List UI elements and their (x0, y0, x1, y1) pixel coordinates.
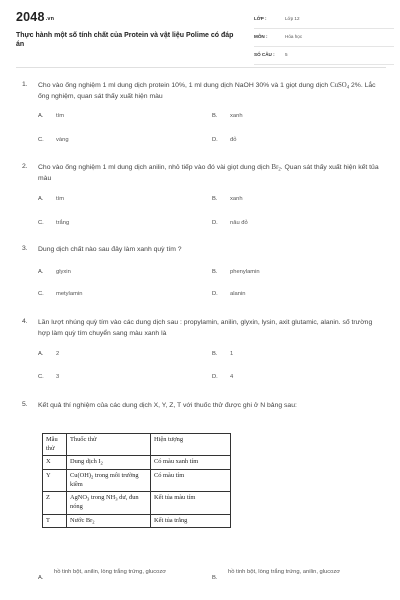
question-text: Cho vào ống nghiệm 1 ml dung dịch protein 10%, 1 ml dung dịch NaOH 30% và 1 giọt dung dịch CuSO$_4$ 2%. Lắc ống nghiệm, quan sát thấy xuất hiện màu (38, 82, 376, 100)
reagent-cell: Nước $Br_2$ (67, 514, 151, 528)
option-b[interactable]: B. xanh (212, 196, 243, 202)
meta-label: LỚP : (254, 16, 267, 21)
table-row (43, 492, 231, 514)
reagent-cell: $Cu(OH)_2$ trong môi trường kiềm (67, 469, 151, 491)
meta-subject-row (254, 30, 394, 47)
option-b[interactable]: B. phenylamin (212, 269, 260, 275)
meta-label: MÔN : (254, 34, 268, 39)
meta-class-row (254, 12, 394, 29)
header-divider (16, 67, 386, 68)
result-cell: Có màu xanh tím (151, 456, 231, 470)
option-c[interactable]: C. trắng (38, 220, 70, 226)
sample-cell: Z (43, 492, 67, 514)
result-cell: Kết tủa màu tím (151, 492, 231, 514)
option-a[interactable]: A. tím (38, 113, 65, 119)
reagent-cell: Dung dịch $I_2$ (67, 456, 151, 470)
sample-cell: X (43, 456, 67, 470)
meta-value: Hóa học (285, 34, 303, 39)
option-d[interactable]: D. đỏ (212, 137, 237, 143)
result-cell: Có màu tím (151, 469, 231, 491)
option-a[interactable]: A. 2 (38, 351, 60, 357)
question-text: Cho vào ống nghiệm 1 ml dung dịch anilin, nhỏ tiếp vào đó vài giọt dung dịch $Br_2$. Quan sát thấy xuất hiện kết tủa màu (38, 164, 379, 182)
question-text: Dung dịch chất nào sau đây làm xanh quỳ tím ? (38, 246, 182, 253)
option-d[interactable]: D. alanin (212, 291, 246, 297)
meta-info (254, 12, 394, 66)
table-header: Thuốc thử (67, 434, 151, 456)
table-header: Mẫu thử (43, 434, 67, 456)
table-row (43, 469, 231, 491)
option-d[interactable]: D. nâu đỏ (212, 220, 248, 226)
meta-value: 5 (285, 52, 288, 57)
question-number: 2. (22, 163, 28, 170)
meta-label: SỐ CÂU : (254, 52, 275, 57)
page-header (16, 10, 392, 66)
table-header: Hiện tượng (151, 434, 231, 456)
option-a[interactable]: A. hồ tinh bột, anilin, lòng trắng trứng, glucozơ (38, 569, 167, 581)
result-cell: Kết tủa trắng (151, 514, 231, 528)
table-row (43, 456, 231, 470)
results-table (42, 433, 231, 528)
option-b[interactable]: B. 1 (212, 351, 234, 357)
option-a[interactable]: A. glyxin (38, 269, 71, 275)
sample-cell: Y (43, 469, 67, 491)
question-number: 4. (22, 318, 28, 325)
site-logo[interactable]: 2048.vn (16, 10, 55, 24)
meta-value: Lớp 12 (285, 16, 300, 21)
page-title: Thực hành một số tính chất của Protein và vật liệu Polime có đáp án (16, 32, 234, 49)
option-b[interactable]: B. hồ tinh bột, lòng trắng trứng, anilin, glucozơ (212, 569, 341, 581)
question-4 (22, 318, 382, 386)
question-text: Kết quả thí nghiệm của các dung dịch X, Y, Z, T với thuốc thử được ghi ở N bảng sau: (38, 402, 297, 409)
option-c[interactable]: C. 3 (38, 374, 60, 380)
question-1 (22, 81, 382, 151)
reagent-cell: AgNO$_3$ trong $NH_3$ dư, đun nóng (67, 492, 151, 514)
question-2 (22, 163, 382, 233)
option-c[interactable]: C. vàng (38, 137, 69, 143)
question-text: Lần lượt nhúng quỳ tím vào các dung dịch sau : propylamin, anilin, glyxin, lysin, axit glutamic, alanin. số trường hợp làm quỳ tím chuyển sang màu xanh là (38, 319, 373, 337)
option-a[interactable]: A. tím (38, 196, 65, 202)
table-row (43, 514, 231, 528)
question-number: 5. (22, 401, 28, 408)
question-number: 1. (22, 81, 28, 88)
question-3 (22, 245, 382, 305)
option-c[interactable]: C. metylamin (38, 291, 83, 297)
question-number: 3. (22, 245, 28, 252)
sample-cell: T (43, 514, 67, 528)
option-b[interactable]: B. xanh (212, 113, 243, 119)
table-header-row (43, 434, 231, 456)
meta-count-row (254, 48, 394, 65)
question-5 (22, 401, 382, 431)
option-d[interactable]: D. 4 (212, 374, 234, 380)
